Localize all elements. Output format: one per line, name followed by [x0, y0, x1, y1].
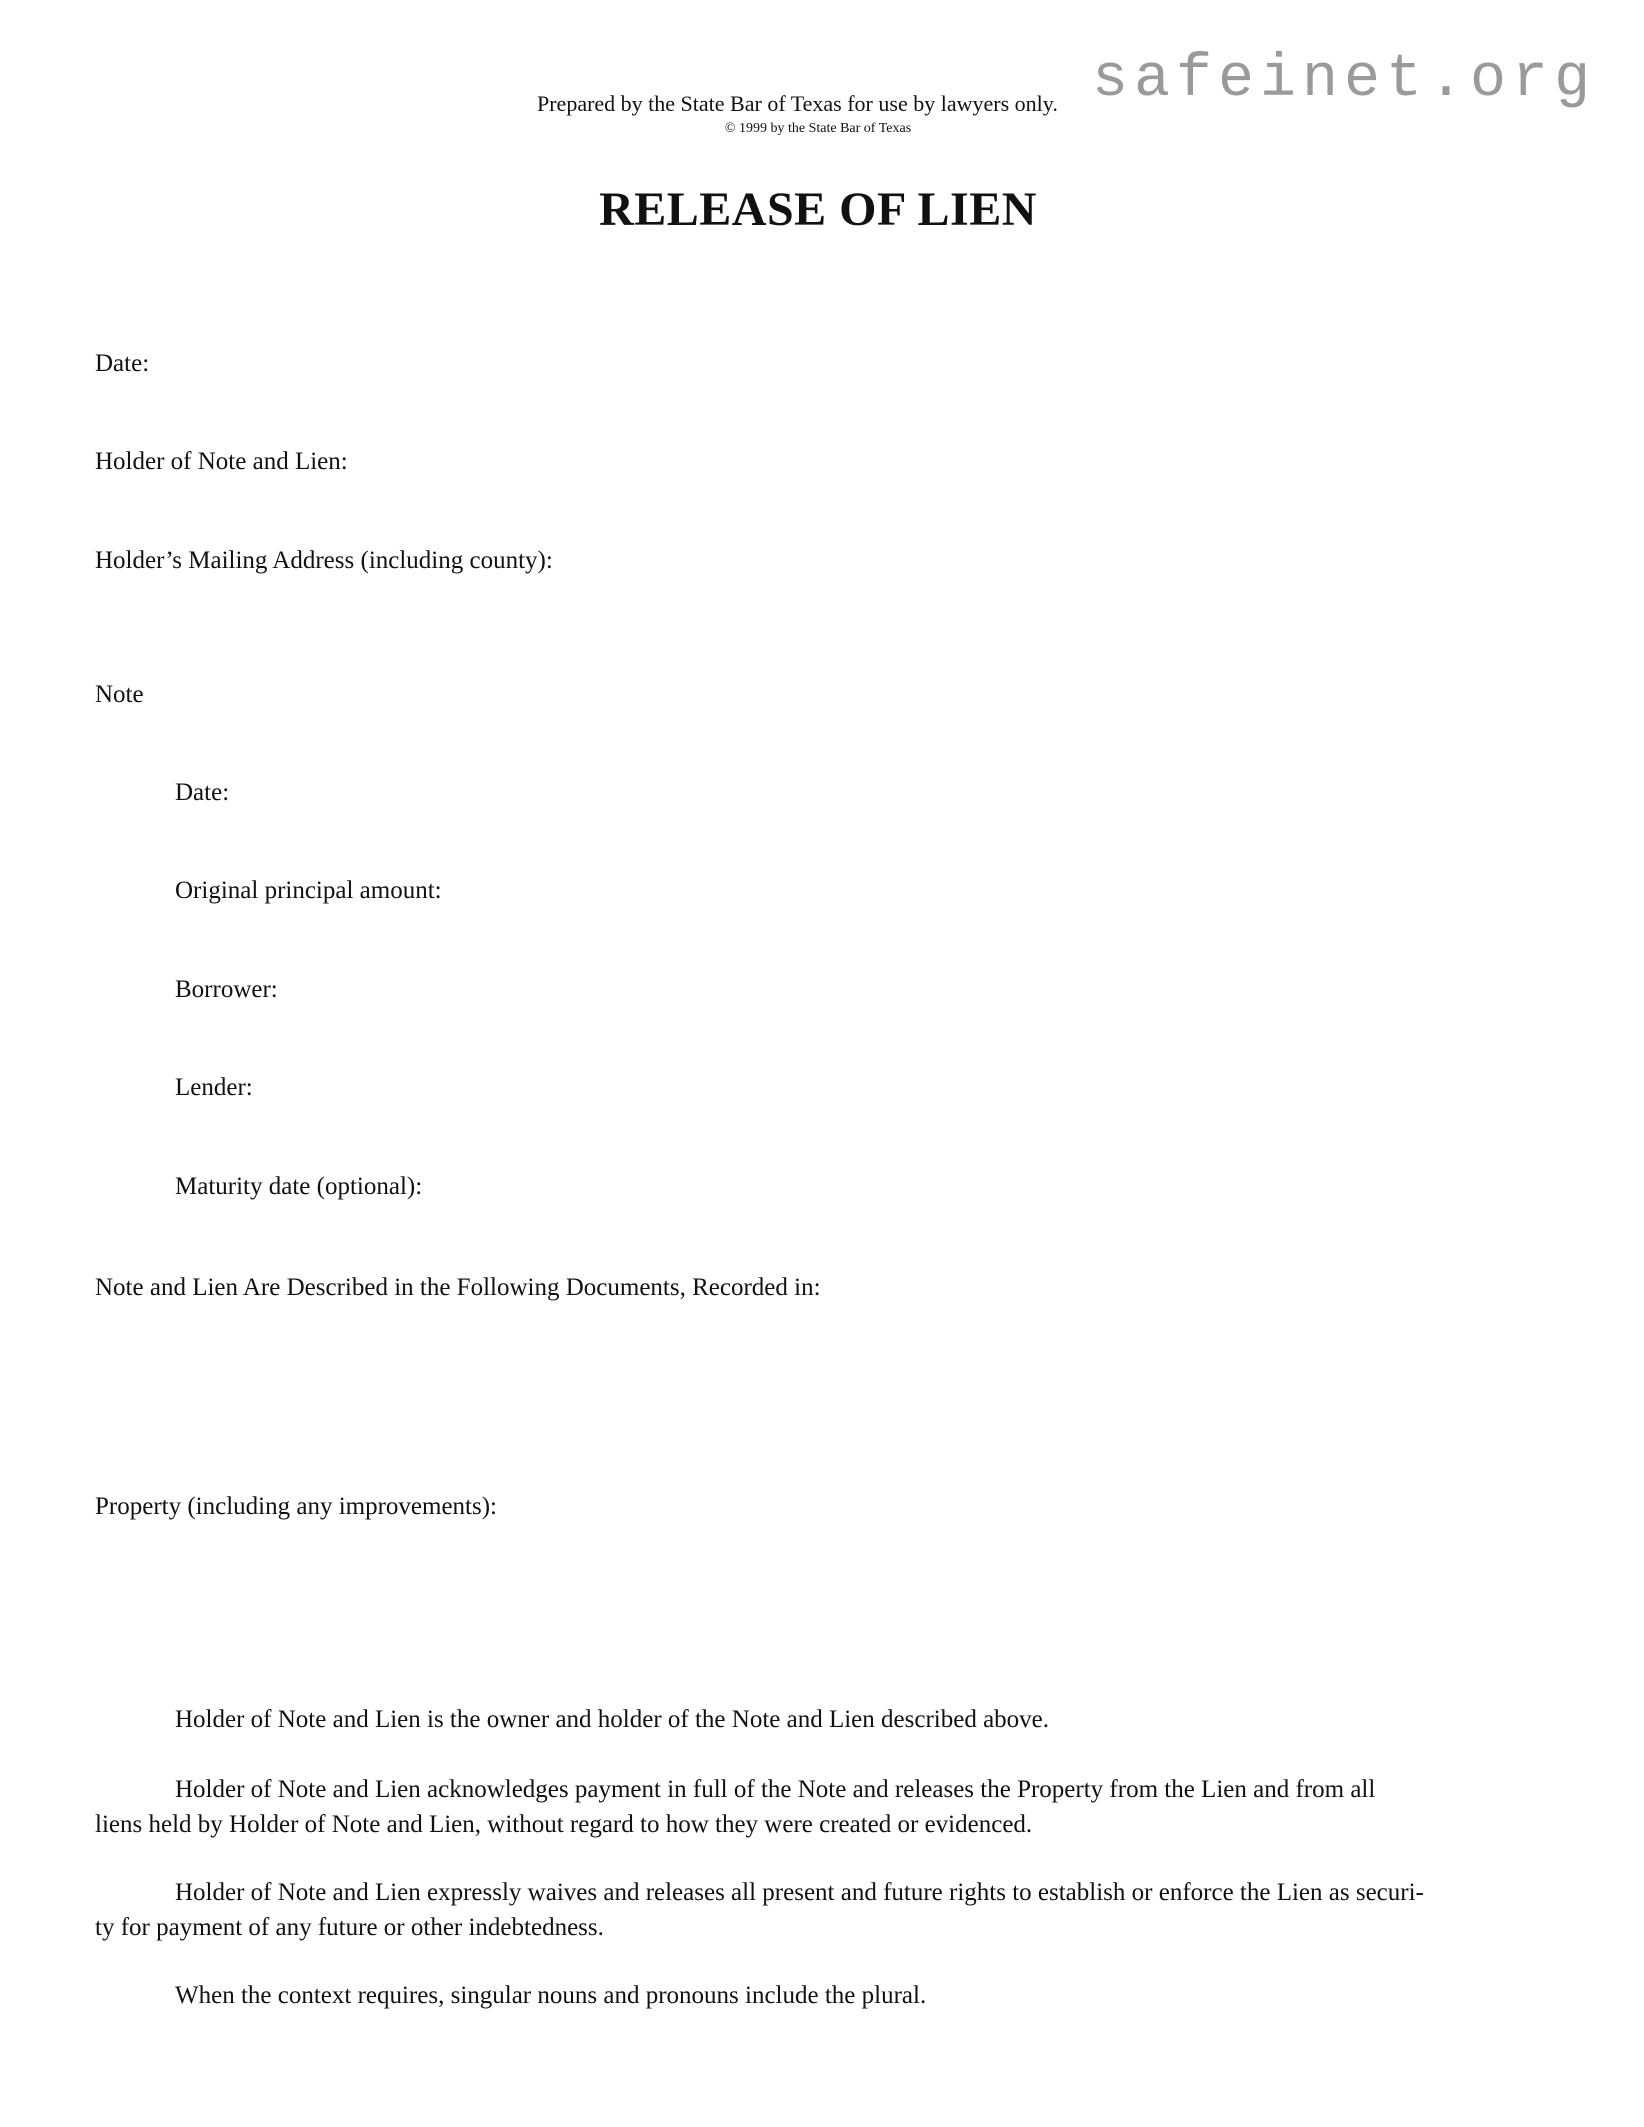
plural-context-line: When the context requires, singular nouns and pronouns include the plural. — [175, 1982, 927, 2009]
note-heading: Note — [95, 681, 144, 708]
note-date-label: Date: — [175, 779, 230, 806]
lender-label: Lender: — [175, 1074, 253, 1101]
ownership-paragraph — [95, 1702, 1545, 1737]
original-principal-label: Original principal amount: — [175, 877, 442, 904]
maturity-date-label: Maturity date (optional): — [175, 1173, 423, 1200]
waiver-line-1: Holder of Note and Lien expressly waives and releases all present and future rights to establish or enforce the Lien as securi- — [175, 1879, 1424, 1906]
ownership-line: Holder of Note and Lien is the owner and holder of the Note and Lien described above. — [175, 1706, 1050, 1733]
watermark-text: safeinet.org — [1092, 46, 1597, 114]
property-label: Property (including any improvements): — [95, 1493, 498, 1520]
date-label: Date: — [95, 350, 150, 377]
payment-release-paragraph — [95, 1772, 1545, 1842]
copyright-notice: © 1999 by the State Bar of Texas — [724, 121, 912, 136]
payment-release-line-1: Holder of Note and Lien acknowledges payment in full of the Note and releases the Property from the Lien and from all — [175, 1776, 1376, 1803]
prepared-by-notice: Prepared by the State Bar of Texas for use by lawyers only. — [537, 91, 1058, 116]
recorded-documents-label: Note and Lien Are Described in the Following Documents, Recorded in: — [95, 1274, 821, 1301]
payment-release-line-2: liens held by Holder of Note and Lien, without regard to how they were created or evidenced. — [95, 1811, 1033, 1838]
plural-context-paragraph — [95, 1978, 1545, 2013]
document-title: RELEASE OF LIEN — [599, 183, 1037, 236]
borrower-label: Borrower: — [175, 976, 278, 1003]
waiver-line-2: ty for payment of any future or other indebtedness. — [95, 1914, 604, 1941]
waiver-paragraph — [95, 1875, 1545, 1945]
holder-address-label: Holder’s Mailing Address (including county): — [95, 547, 553, 574]
holder-label: Holder of Note and Lien: — [95, 448, 348, 475]
